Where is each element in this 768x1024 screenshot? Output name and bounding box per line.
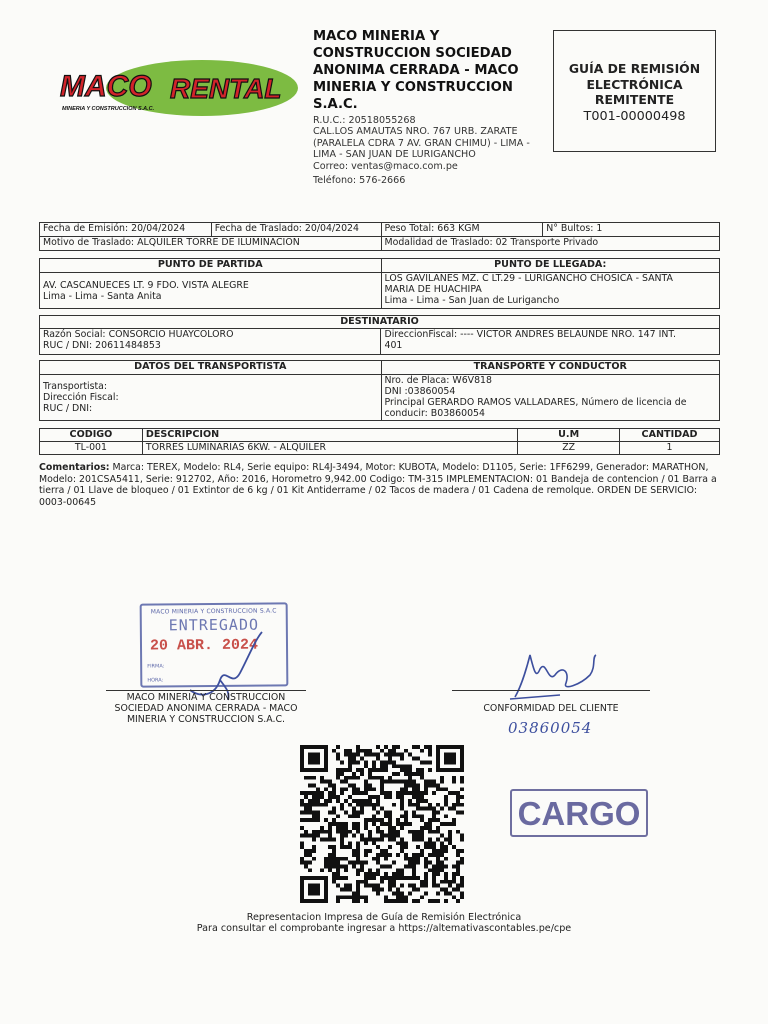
stamp-entregado: ENTREGADO [168, 615, 260, 635]
comments-label: Comentarios: [39, 462, 110, 473]
col-header-descripcion: DESCRIPCION [142, 429, 517, 442]
destinatario-ruc: RUC / DNI: 20611484853 [43, 340, 161, 351]
destinatario-razon: Razón Social: CONSORCIO HUAYCOLORO [43, 329, 234, 340]
partida-address [40, 273, 382, 309]
company-address: CAL.LOS AMAUTAS NRO. 767 URB. ZARATE (PARALELA CDRA 7 AV. GRAN CHIMU) - LIMA - LIMA - SAN JUAN DE LURIGANCHO [313, 126, 530, 161]
cargo-stamp: CARGO [510, 789, 648, 837]
llegada-line-2: MARIA DE HUACHIPA [384, 284, 482, 295]
numero-bultos: N° Bultos: 1 [543, 223, 720, 237]
items-table [39, 428, 720, 455]
stamp-hora-label: HORA: [147, 677, 164, 684]
destinatario-left [40, 329, 381, 355]
client-handwritten-dni: 03860054 [508, 719, 593, 737]
logo-word-rental: RENTAL [170, 73, 282, 104]
cell-um: ZZ [518, 442, 620, 455]
transportista-ruc: RUC / DNI: [43, 403, 93, 414]
conductor-header: TRANSPORTE Y CONDUCTOR [381, 361, 720, 375]
conductor-principal-1: Principal GERARDO RAMOS VALLADARES, Número de licencia de [384, 397, 687, 408]
company-details [313, 115, 551, 172]
footer-line-2: Para consultar el comprobante ingresar a https://altemativascontables.pe/cpe [196, 923, 572, 934]
stamp-company: MACO MINERIA Y CONSTRUCCION S.A.C [150, 607, 277, 616]
partida-line-2: Lima - Lima - Santa Anita [43, 290, 162, 302]
llegada-line-1: LOS GAVILANES MZ. C LT.29 - LURIGANCHO CHOSICA - SANTA [384, 273, 673, 284]
logo-word-maco: MACO [60, 70, 152, 103]
transportista-direccion: Dirección Fiscal: [43, 392, 119, 403]
cell-cantidad: 1 [620, 442, 720, 455]
cell-codigo: TL-001 [40, 442, 143, 455]
partida-header: PUNTO DE PARTIDA [40, 259, 382, 273]
conductor-placa: Nro. de Placa: W6V818 [384, 375, 492, 386]
llegada-address [381, 273, 720, 309]
client-signature-scribble [500, 645, 610, 705]
left-signature-line [106, 690, 306, 691]
company-ruc: R.U.C.: 20518055268 [313, 115, 416, 126]
logo-tagline: MINERIA Y CONSTRUCCION S.A.C. [62, 106, 155, 112]
comments-text: Marca: TEREX, Modelo: RL4, Serie equipo: RL4J-3494, Motor: KUBOTA, Modelo: D1105, Serie: 1FF6299, Generador: MARATHON, Modelo: 201CSA5411, Serie: 912702, Año: 2016, Horometro 9,942.00 Codigo: TM-315 IMPLEMENTACION: 01 Bandeja de contencion / 01 Barra a tierra / 01 Llave de bloqueo / 01 Extintor de 6 kg / 01 Kit Antiderrame / 02 Tacos de madera / 01 Cadena de remolque. ORDEN DE SERVICIO: 0003-00645 [39, 462, 717, 508]
stamp-date: 20 ABR. 2024 [149, 636, 259, 655]
col-header-um: U.M [518, 429, 620, 442]
left-signature-caption: MACO MINERIA Y CONSTRUCCION SOCIEDAD ANONIMA CERRADA - MACO MINERIA Y CONSTRUCCION S.A.C. [114, 692, 298, 725]
transportista-data [40, 375, 382, 421]
fecha-traslado: Fecha de Traslado: 20/04/2024 [211, 223, 381, 237]
conductor-data [381, 375, 720, 421]
transportista-nombre: Transportista: [43, 381, 108, 392]
document-type-box [553, 30, 716, 152]
route-table [39, 258, 720, 309]
recipient-table [39, 315, 720, 355]
company-header [313, 28, 551, 172]
company-email: Correo: ventas@maco.com.pe [313, 160, 458, 172]
company-phone: Teléfono: 576-2666 [313, 175, 406, 186]
shipment-info-table [39, 222, 720, 251]
carrier-table [39, 360, 720, 421]
stamp-firma-label: FIRMA: [147, 663, 165, 670]
company-name: MACO MINERIA Y CONSTRUCCION SOCIEDAD ANONIMA CERRADA - MACO MINERIA Y CONSTRUCCION S.A.C. [313, 29, 519, 112]
table-row [40, 442, 720, 455]
conductor-principal-2: conducir: B03860054 [384, 408, 485, 419]
document-type-title: GUÍA DE REMISIÓN ELECTRÓNICA REMITENTE [568, 61, 701, 107]
comments [39, 462, 719, 508]
destinatario-direccion-1: DireccionFiscal: ---- VICTOR ANDRES BELAUNDE NRO. 147 INT. [384, 329, 676, 340]
modalidad-traslado: Modalidad de Traslado: 02 Transporte Privado [381, 237, 719, 251]
company-logo [52, 58, 298, 118]
transportista-header: DATOS DEL TRANSPORTISTA [40, 361, 382, 375]
llegada-header: PUNTO DE LLEGADA: [381, 259, 720, 273]
partida-line-1: AV. CASCANUECES LT. 9 FDO. VISTA ALEGRE [43, 279, 249, 291]
qr-code [300, 745, 464, 903]
document-number: T001-00000498 [583, 108, 686, 124]
destinatario-right [381, 329, 720, 355]
peso-total: Peso Total: 663 KGM [381, 223, 543, 237]
footer-line-1: Representacion Impresa de Guía de Remisión Electrónica [246, 912, 522, 923]
fecha-emision: Fecha de Emisión: 20/04/2024 [40, 223, 212, 237]
destinatario-header: DESTINATARIO [40, 316, 720, 329]
motivo-traslado: Motivo de Traslado: ALQUILER TORRE DE ILUMINACION [40, 237, 382, 251]
col-header-codigo: CODIGO [40, 429, 143, 442]
llegada-line-3: Lima - Lima - San Juan de Lurigancho [384, 295, 560, 306]
col-header-cantidad: CANTIDAD [620, 429, 720, 442]
client-signature-caption: CONFORMIDAD DEL CLIENTE [483, 703, 619, 714]
conductor-dni: DNI :03860054 [384, 386, 456, 397]
cell-descripcion: TORRES LUMINARIAS 6KW. - ALQUILER [142, 442, 517, 455]
client-signature-line [452, 690, 650, 691]
destinatario-direccion-2: 401 [384, 340, 403, 351]
